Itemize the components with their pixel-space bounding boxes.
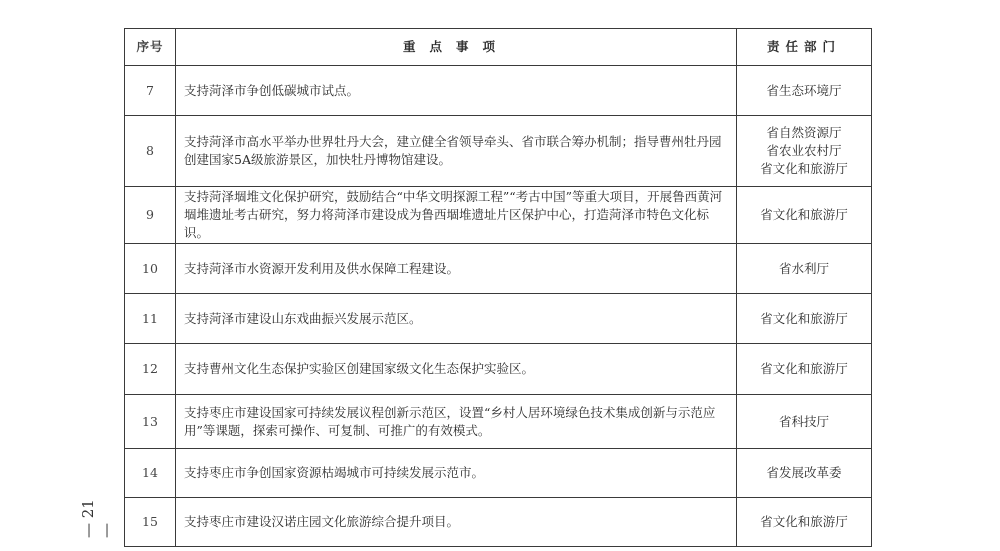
- row-dept: [737, 244, 872, 294]
- row-number: 14: [125, 449, 176, 498]
- dept-name: 省科技厅: [778, 413, 829, 429]
- row-dept: [737, 116, 872, 187]
- row-dept: [737, 344, 872, 395]
- dept-name: 省发展改革委: [766, 465, 842, 480]
- row-dept: [737, 294, 872, 344]
- row-number: 11: [125, 294, 176, 344]
- table-row: [125, 344, 872, 395]
- row-dept: [737, 187, 872, 244]
- row-number: 10: [125, 244, 176, 294]
- row-dept: [737, 498, 872, 547]
- dept-name: 省农业农村厅: [766, 143, 842, 158]
- table-row: [125, 449, 872, 498]
- row-item: 支持枣庄市建设汉诺庄园文化旅游综合提升项目。: [176, 498, 737, 547]
- row-item: 支持曹州文化生态保护实验区创建国家级文化生态保护实验区。: [176, 344, 737, 395]
- dept-name: 省文化和旅游厅: [760, 514, 848, 529]
- dept-name: 省自然资源厅: [766, 125, 842, 140]
- row-number: 8: [125, 116, 176, 187]
- row-item: 支持菏泽市建设山东戏曲振兴发展示范区。: [176, 294, 737, 344]
- row-dept: [737, 449, 872, 498]
- table-row: [125, 187, 872, 244]
- page-number: — 21 —: [79, 499, 115, 538]
- tasks-table: [124, 28, 872, 547]
- row-item: 支持枣庄市建设国家可持续发展议程创新示范区，设置“乡村人居环境绿色技术集成创新与示范应用”等课题，探索可操作、可复制、可推广的有效模式。: [176, 395, 737, 449]
- dept-name: 省文化和旅游厅: [760, 207, 848, 222]
- row-item: 支持菏泽堌堆文化保护研究，鼓励结合“中华文明探源工程”“考古中国”等重大项目，开展鲁西黄河堌堆遗址考古研究，努力将菏泽市建设成为鲁西堌堆遗址片区保护中心，打造菏泽市特色文化标识。: [176, 187, 737, 244]
- table-row: [125, 294, 872, 344]
- row-number: 12: [125, 344, 176, 395]
- row-number: 15: [125, 498, 176, 547]
- row-item: 支持菏泽市水资源开发利用及供水保障工程建设。: [176, 244, 737, 294]
- row-item: 支持枣庄市争创国家资源枯竭城市可持续发展示范市。: [176, 449, 737, 498]
- row-dept: [737, 66, 872, 116]
- header-no: 序号: [125, 29, 176, 66]
- table-header-row: [125, 29, 872, 66]
- header-item: 重点事项: [176, 29, 737, 66]
- dept-name: 省生态环境厅: [766, 82, 842, 98]
- row-number: 9: [125, 187, 176, 244]
- table-row: [125, 498, 872, 547]
- row-number: 13: [125, 395, 176, 449]
- table-row: [125, 395, 872, 449]
- row-number: 7: [125, 66, 176, 116]
- row-item: 支持菏泽市高水平举办世界牡丹大会，建立健全省领导牵头、省市联合筹办机制；指导曹州牡丹园创建国家5A级旅游景区，加快牡丹博物馆建设。: [176, 116, 737, 187]
- table-row: [125, 116, 872, 187]
- row-item: 支持菏泽市争创低碳城市试点。: [176, 66, 737, 116]
- dept-name: 省文化和旅游厅: [760, 310, 848, 326]
- dept-name: 省文化和旅游厅: [760, 161, 848, 176]
- dept-name: 省文化和旅游厅: [760, 361, 848, 376]
- table-row: [125, 244, 872, 294]
- row-dept: [737, 395, 872, 449]
- dept-name: 省水利厅: [778, 260, 829, 276]
- table-row: [125, 66, 872, 116]
- header-dept: 责任部门: [737, 29, 872, 66]
